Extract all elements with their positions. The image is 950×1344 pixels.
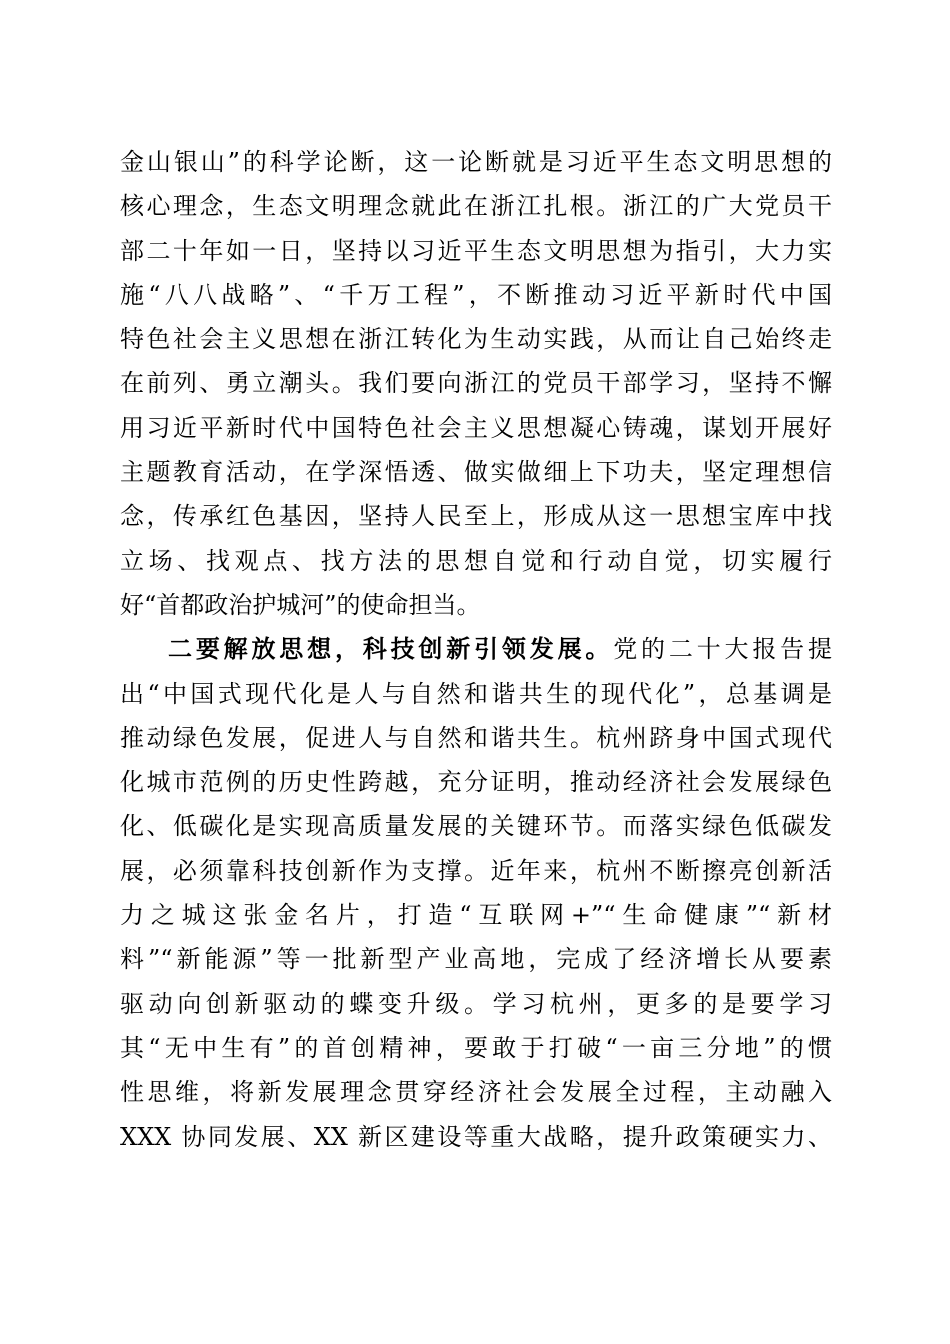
paragraph-1: [120, 140, 832, 627]
text-line: 特色社会主义思想在浙江转化为生动实践，从而让自己始终走: [120, 325, 832, 354]
text-line: 念，传承红色基因，坚持人民至上，形成从这一思想宝库中找: [120, 502, 832, 531]
text-line: 展，必须靠科技创新作为支撑。近年来，杭州不断擦亮创新活: [120, 856, 832, 885]
text-line: 好“首都政治护城河”的使命担当。: [120, 590, 481, 619]
section-heading: 二要解放思想，科技创新引领发展。: [168, 634, 614, 664]
text-line: 在前列、勇立潮头。我们要向浙江的党员干部学习，坚持不懈: [120, 369, 832, 398]
document-body: [120, 140, 832, 1159]
heading-continuation: 党的二十大报告提: [613, 635, 833, 664]
text-line: 化、低碳化是实现高质量发展的关键环节。而落实绿色低碳发: [120, 812, 832, 841]
text-line: 核心理念，生态文明理念就此在浙江扎根。浙江的广大党员干: [120, 192, 832, 221]
text-line: 部二十年如一日，坚持以习近平生态文明思想为指引，大力实: [120, 236, 832, 265]
text-line: 主题教育活动，在学深悟透、做实做细上下功夫，坚定理想信: [120, 458, 832, 487]
text-line: 料”“新能源”等一批新型产业高地，完成了经济增长从要素: [120, 945, 832, 974]
text-line: 用习近平新时代中国特色社会主义思想凝心铸魂，谋划开展好: [120, 413, 832, 442]
text-line: 力之城这张金名片，打造“互联网+”“生命健康”“新材: [120, 901, 832, 930]
text-line: 化城市范例的历史性跨越，充分证明，推动经济社会发展绿色: [120, 768, 832, 797]
text-line: 性思维，将新发展理念贯穿经济社会发展全过程，主动融入: [120, 1078, 832, 1107]
text-line: 施“八八战略”、“千万工程”，不断推动习近平新时代中国: [120, 280, 832, 309]
text-line: 其“无中生有”的首创精神，要敢于打破“一亩三分地”的惯: [120, 1033, 832, 1062]
text-line: XXX 协同发展、XX 新区建设等重大战略，提升政策硬实力、: [120, 1122, 832, 1151]
paragraph-2: [120, 627, 832, 1159]
text-line: 立场、找观点、找方法的思想自觉和行动自觉，切实履行: [120, 546, 832, 575]
text-line: 推动绿色发展，促进人与自然和谐共生。杭州跻身中国式现代: [120, 723, 832, 752]
text-line: 驱动向创新驱动的蝶变升级。学习杭州，更多的是要学习: [120, 989, 832, 1018]
paragraph-2-first-line: [120, 627, 832, 671]
text-line: 出“中国式现代化是人与自然和谐共生的现代化”，总基调是: [120, 679, 832, 708]
text-line: 金山银山”的科学论断，这一论断就是习近平生态文明思想的: [120, 148, 832, 176]
